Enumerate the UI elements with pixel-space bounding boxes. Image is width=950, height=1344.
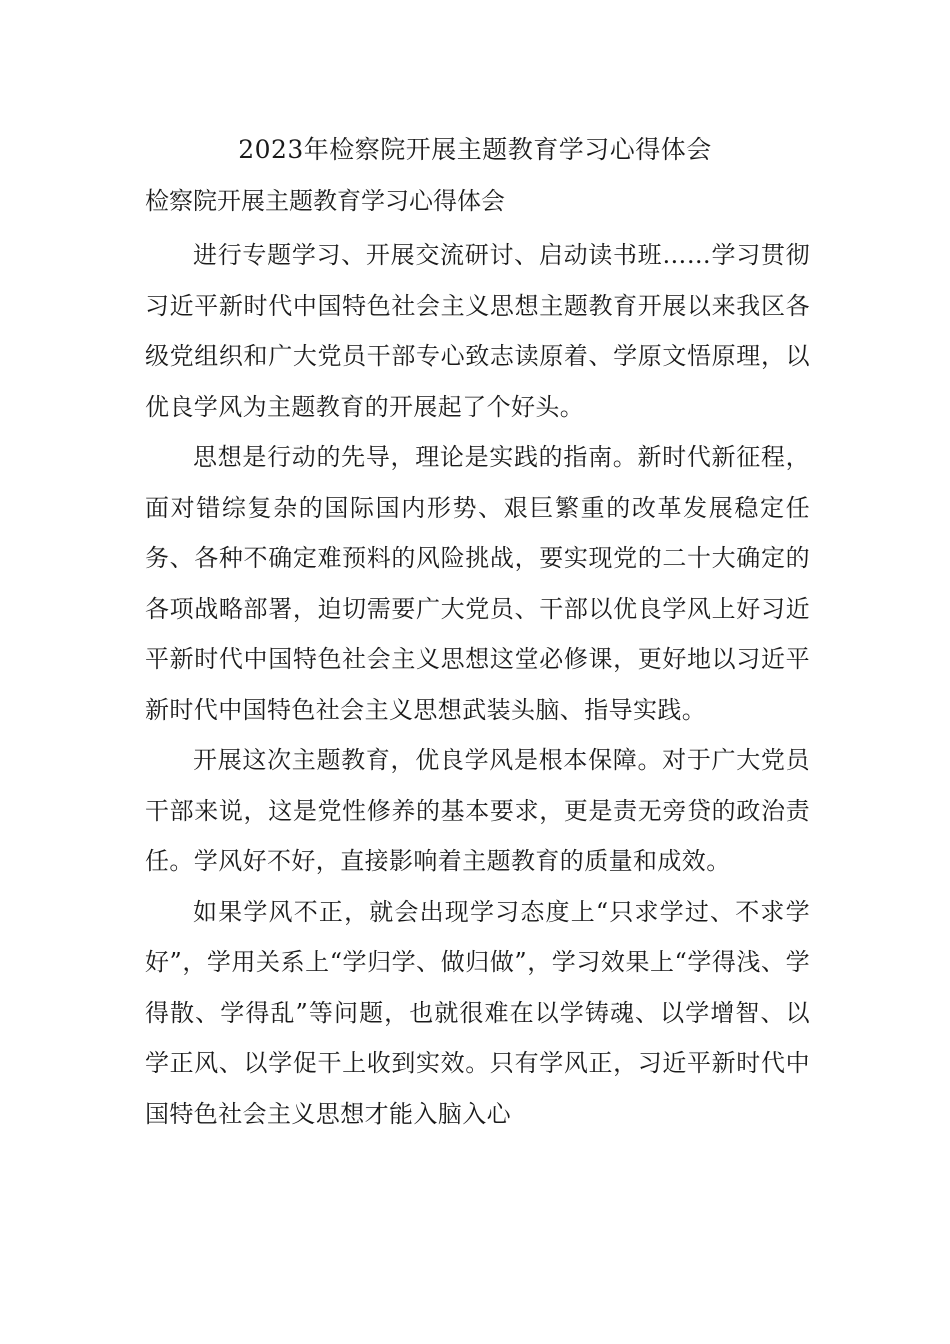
document-title: 2023年检察院开展主题教育学习心得体会 [238,135,712,164]
document-body [145,230,810,1139]
document-subtitle: 检察院开展主题教育学习心得体会 [145,187,505,215]
paragraph-1: 进行专题学习、开展交流研讨、启动读书班……学习贯彻习近平新时代中国特色社会主义思想主题教育开展以来我区各级党组织和广大党员干部专心致志读原着、学原文悟原理，以优良学风为主题教育的开展起了个好头。 [145,241,810,421]
paragraph-4: 如果学风不正，就会出现学习态度上“只求学过、不求学好”，学用关系上“学归学、做归做”，学习效果上“学得浅、学得散、学得乱”等问题，也就很难在以学铸魂、以学增智、以学正风、以学促干上收到实效。只有学风正，习近平新时代中国特色社会主义思想才能入脑入心 [145,897,810,1128]
paragraph-3: 开展这次主题教育，优良学风是根本保障。对于广大党员干部来说，这是党性修养的基本要求，更是责无旁贷的政治责任。学风好不好，直接影响着主题教育的质量和成效。 [145,746,810,875]
paragraph-2: 思想是行动的先导，理论是实践的指南。新时代新征程，面对错综复杂的国际国内形势、艰巨繁重的改革发展稳定任务、各种不确定难预料的风险挑战，要实现党的二十大确定的各项战略部署，迫切需要广大党员、干部以优良学风上好习近平新时代中国特色社会主义思想这堂必修课，更好地以习近平新时代中国特色社会主义思想武装头脑、指导实践。 [145,443,810,724]
